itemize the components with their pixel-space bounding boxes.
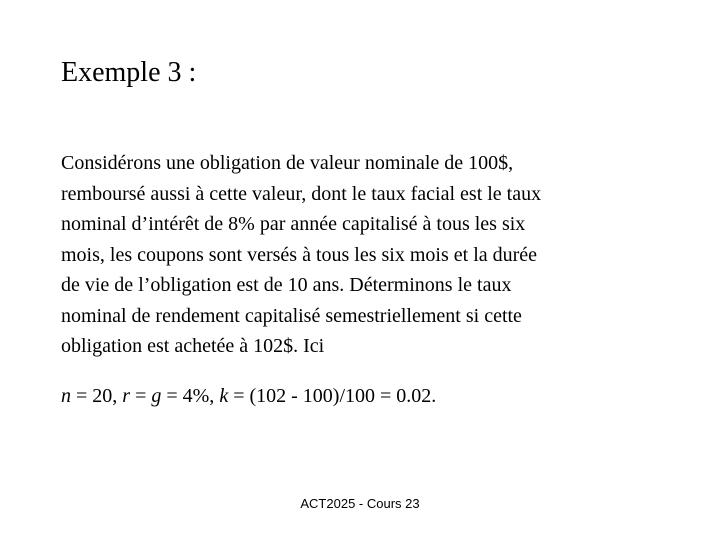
variable-g: g bbox=[151, 385, 162, 407]
body-line: Considérons une obligation de valeur nominale de 100$, bbox=[61, 152, 514, 174]
variable-k: k bbox=[219, 385, 229, 407]
formula-n-value: = 20, bbox=[71, 385, 123, 407]
body-line: obligation est achetée à 102$. Ici bbox=[61, 335, 325, 357]
slide-title: Exemple 3 : bbox=[61, 57, 197, 88]
variable-r: r bbox=[122, 385, 131, 407]
formula-g-value: = 4%, bbox=[161, 385, 220, 407]
body-line: remboursé aussi à cette valeur, dont le taux facial est le taux bbox=[61, 182, 542, 205]
variable-n: n bbox=[61, 385, 71, 407]
body-line: nominal d’intérêt de 8% par année capitalisé à tous les six bbox=[61, 213, 526, 235]
body-line: nominal de rendement capitalisé semestriellement si cette bbox=[61, 304, 522, 327]
formula-line bbox=[61, 381, 436, 411]
formula-equals: = bbox=[130, 385, 152, 407]
body-paragraph bbox=[61, 148, 661, 362]
body-line: mois, les coupons sont versés à tous les six mois et la durée bbox=[61, 243, 538, 266]
body-line: de vie de l’obligation est de 10 ans. Déterminons le taux bbox=[61, 274, 512, 296]
slide-footer: ACT2025 - Cours 23 bbox=[300, 496, 420, 511]
formula-k-value: = (102 - 100)/100 = 0.02. bbox=[228, 385, 437, 407]
